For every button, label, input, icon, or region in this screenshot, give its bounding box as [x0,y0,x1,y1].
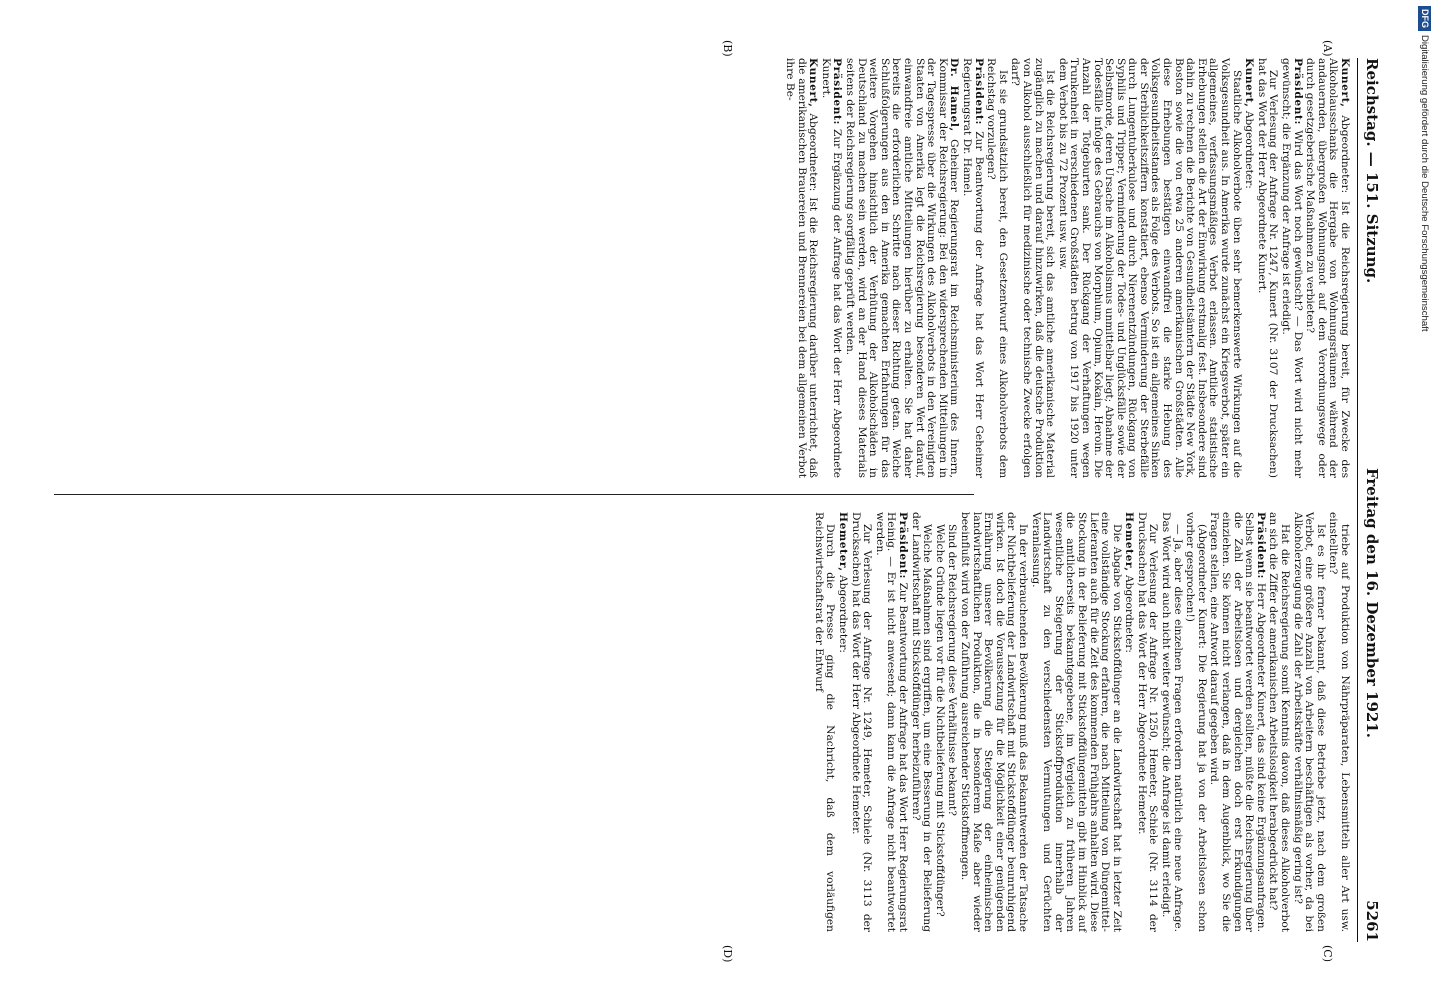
paragraph-text: Herr Abgeordneter Kunert, das sind keine Ergänzungsanfragen. Selbst wenn sie beantwortet werden sollten, müßte die Reichsregierung über die Zahl der Arbeitslosen und dergleichen doch erst Erkundigungen einziehen. Sie können nicht verlangen, daß in dem Augenblick, wo Sie die Fragen stellen, eine Antwort darauf gegeben wird. [1208,512,1267,932]
paragraph-text: In der verbrauchenden Bevölkerung muß das Bekanntwerden der Tatsache der Nichtbelieferung der Landwirtschaft mit Stickstoffdünger beunruhigend wirken. Ist doch die Voraussetzung für die Möglichkeit einer genügenden Ernährung unserer Bevölkerung die Steigerung der einheimischen landwirtschaftlichen Produktion, die in besonderem Maße aber wieder beeinflußt wird von der Zuführung ausreichender Stickstoffmengen. [959,512,1029,932]
header-date: Freitag den 16. Dezember 1921. [1363,468,1381,738]
paragraph-text: Durch die Presse ging die Nachricht, daß dem vorläufigen Reichswirtschaftsrat der Entwurf [812,512,837,932]
paragraph-text: Abgeordneter: [1243,110,1256,189]
paragraph-text: Wird das Wort noch gewünscht? — Das Wort wird nicht mehr gewünscht; die Ergänzung der Anfrage ist erledigt. [1280,58,1304,478]
speaker-name: Präsident: [831,58,844,126]
paragraph [836,512,848,932]
scanned-newspaper-page [54,58,1384,942]
paragraph-text: Geheimer Regierungsrat im Reichsministerium des Innern, Kommissar der Reichsregierung: Bei den widersprechenden Mitteilungen in der Tagespresse über die Wirkungen des Alkoholverbots in den Vereinigten Staaten von Amerika legt die Reichsregierung besonderen Wert darauf, einwandfreie amtliche Mitteilungen hierüber zu erhalten. Sie hat daher bereits die erforderlichen Schritte nach dieser Richtung getan. Welche Schlußfolgerungen aus den in Amerika gemachten Erfahrungen für das weitere Vorgehen hinsichtlich der Verhütung der Alkoholschäden in Deutschland zu machen sein werden, wird an der Hand dieses Materials seitens der Reichsregierung sorgfältig geprüft werden. [844,58,961,478]
paragraph [960,58,983,478]
paragraph-text: Zur Beantwortung der Anfrage hat das Wort Herr Regierungsrat Heinig. — Er ist nicht anwesend; dann kann die Anfrage nicht beantwortet werden. [873,512,910,932]
paragraph [1123,512,1135,932]
paragraph-text: Zur Verlesung der Anfrage Nr. 1249, Hemeter, Schiele (Nr. 3113 der Drucksachen) hat das Wort der Herr Abgeordnete Hemeter. [849,512,874,932]
paragraph-text: Ist sie grundsätzlich bereit, den Gesetzentwurf eines Alkoholverbots dem Reichstag vorzulegen? [985,58,1009,478]
right-column [811,512,1350,932]
header-left-title: Reichstag. — 151. Sitzung. [1363,58,1381,284]
paragraph-text: Abgeordneter: Ist die Reichsregierung bereit, für Zwecke des Alkoholausschanks die Hergabe von Wohnungsräumen während der andauernden, übergroßen Wohnungsnot auf dem Verordnungswege oder durch gesetzgeberische Maßnahmen zu verbieten? [1304,58,1351,479]
paragraph [985,58,1008,478]
speaker-name: Präsident: [1291,58,1304,126]
paragraph-text: (Abgeordneter Kunert: Die Regierung hat ja von der Arbeitslosen schon vorher gesprochen!) [1184,512,1208,932]
paragraph-text: Zur Beantwortung der Anfrage hat das Wort Herr Geheimer Regierungsrat Dr. Hamel. [961,58,985,478]
column-divider [54,494,974,495]
dfg-logo-icon: DFG [1418,6,1431,31]
paragraph [1267,512,1290,932]
page-header [1357,58,1384,942]
paragraph-text: Abgeordneter: Ist die Reichsregierung darüber unterrichtet, daß die amerikanischen Brauereien und Brennereien bei dem allgemeinen Verbot ihre Be- [784,58,820,478]
paragraph [1327,512,1350,932]
paragraph-text: Sind der Reichsregierung diese Verhältnisse bekannt? [946,524,959,816]
paragraph-text: Die Abgabe von Stickstoffdünger an die Landwirtschaft hat in letzter Zeit eine vollständige Stockung erfahren, die nach Mitteilung von Düngemittel-Lieferanten auch für die Zeit des kommenden Frühjahrs anhalten wird. Diese Stockung in der Belieferung mit Stickstoffdüngemitteln gibt im Hinblick auf die amtlicherseits bekanntgegebene, im Vergleich zu früheren Jahren wesentliche Steigerung der Stickstoffproduktion innerhalb der Landwirtschaft zu den verschiedensten Vermutungen und Gerüchten Veranlassung. [1029,512,1123,932]
paragraph [1056,58,1242,478]
margin-mark-d: (D) [721,945,734,963]
margin-mark-a: (A) [1321,40,1334,57]
paragraph [909,512,932,932]
paragraph [1243,58,1255,478]
speaker-name: Dr. Hamel, [948,58,961,132]
paragraph [1304,58,1350,478]
paragraph-text: Ist es ihr ferner bekannt, daß diese Betriebe jetzt, nach dem großen Verbot, eine größere Anzahl von Arbeitern beschäftigen als vorher, da bei Alkoholerzeugung die Zahl der Arbeitskräfte verhältnismäßig gering ist? [1291,512,1327,932]
paragraph-text: Zur Verlesung der Anfrage Nr. 1247, Kunert (Nr. 3107 der Drucksachen) hat das Wort der Herr Abgeordnete Kunert. [1255,58,1280,478]
paragraph-text: Welche Maßnahmen sind ergriffen, um eine Besserung in der Belieferung der Landwirtschaft mit Stickstoffdünger herbeizuführen? [909,512,934,932]
paragraph [784,58,819,478]
margin-mark-c: (C) [1321,945,1334,962]
paragraph-text: Hat die Reichsregierung somit Kenntnis davon, daß dieses Alkoholverbot an sich die Ziffer der amerikanischen Arbeitslosigkeit herabgedrückt hat? [1267,512,1292,932]
paragraph-text: triebe auf Produktion von Nährpräparaten, Lebensmitteln aller Art usw. einstellten? [1327,512,1351,932]
paragraph-text: Abgeordneter: [1123,575,1136,653]
paragraph [1135,512,1158,932]
paragraph-text: Zur Ergänzung der Anfrage hat das Wort der Herr Abgeordnete Kunert. [819,58,844,478]
credit-text: Digitalisierung gefördert durch die Deutsche Forschungsgemeinschaft [1419,35,1430,332]
paragraph [1009,58,1055,478]
digitization-credit [1416,6,1432,996]
speaker-name: Präsident: [972,58,985,126]
paragraph [933,512,945,932]
paragraph-text: Abgeordneter: [837,575,850,653]
paragraph [812,512,835,932]
paragraph [843,58,959,478]
left-column [783,58,1351,478]
paragraph [849,512,872,932]
paragraph-text: Staatliche Alkoholverbote üben sehr bemerkenswerte Wirkungen auf die Volksgesundheit aus. In Amerika wurde zunächst ein Kriegsverbot, später ein allgemeines, verfassungsmäßiges Verbot erlassen. Amtliche statistische Erhebungen stellen die Art der Einwirkung erstmalig fest. Insbesondere sind dahin zu rechnen die Berichte von Gesundheitsämtern der Städte New York, Boston sowie die von etwa 25 anderen amerikanischen Großstädten. Alle diese Erhebungen bestätigen einwandfrei die starke Hebung des Volksgesundheitsstandes als Folge des Verbots. So ist ein allgemeines Sinken der Sterblichkeitsziffern konstatiert, ebenso Verminderung der Sterbefälle durch Lungentuberkulose und durch Nierenentzündungen, Rückgang von Syphilis und Tripper; Verminderung der Todes- und Unglücksfälle sowie der Selbstmorde, deren Ursache im Alkoholismus unmittelbar liegt; Abnahme der Todesfälle infolge des Gebrauchs von Morphium, Opium, Kokain, Heroin. Die Anzahl der Totgeburten sank. Der Rückgang der Verhaftungen wegen Trunkenheit in verschiedenen Großstädten betrug von 1917 bis 1920 unter dem Verbot bis zu 72 Prozent usw. usw. [1056,58,1243,478]
paragraph [1184,512,1207,932]
speaker-name: Hemeter, [1123,512,1136,572]
margin-mark-b: (B) [721,40,734,57]
speaker-name: Kunert, [1243,58,1256,108]
speaker-name: Präsident: [1254,512,1267,580]
paragraph [1255,58,1278,478]
paragraph [1279,58,1302,478]
paragraph [873,512,908,932]
speaker-name: Hemeter, [837,512,850,572]
page-number: 5261 [1363,900,1381,942]
paragraph [1291,512,1326,932]
paragraph-text: Zur Verlesung der Anfrage Nr. 1250, Hemeter, Schiele (Nr. 3114 der Drucksachen) hat das Wort der Herr Abgeordnete Hemeter. [1135,512,1160,932]
speaker-name: Präsident: [897,512,910,580]
paragraph-text: Ist die Reichsregierung bereit, sich das amtliche amerikanische Material zugänglich zu machen und darauf hinzuwirken, daß die deutsche Produktion von Alkohol ausschließlich für medizinische oder technische Zwecke erfolgen darf? [1009,58,1057,478]
paragraph [819,58,842,478]
paragraph [958,512,1028,932]
speaker-name: Kunert, [807,58,820,108]
paragraph [1029,512,1122,932]
paragraph-text: Welche Gründe liegen vor für die Nichtbelieferung mit Stickstoffdünger? [933,524,946,917]
paragraph [1208,512,1266,932]
paragraph [1160,512,1183,932]
paragraph-text: — Ja, aber diese einzelnen Fragen erfordern natürlich eine neue Anfrage. Das Wort wird auch nicht weiter gewünscht; die Anfrage ist damit erledigt. [1160,512,1184,932]
speaker-name: Kunert, [1339,58,1351,108]
paragraph [946,512,958,932]
